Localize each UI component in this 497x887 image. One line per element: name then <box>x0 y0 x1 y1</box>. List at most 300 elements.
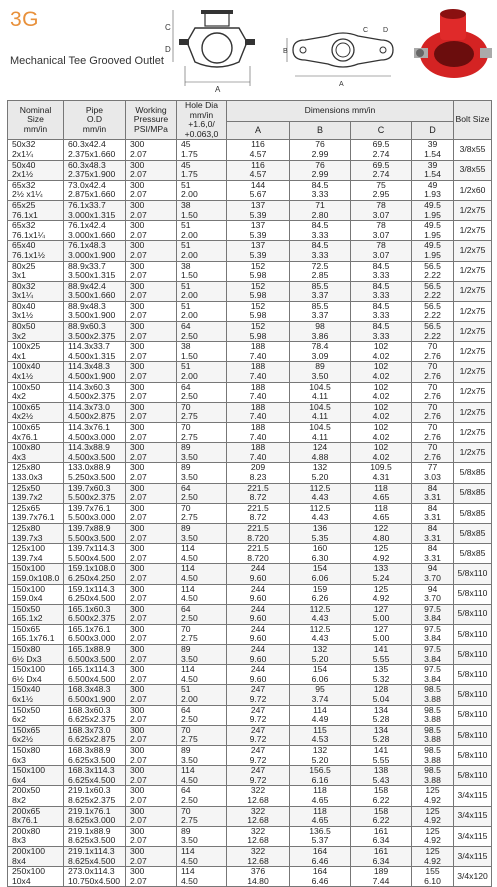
dim-a-cell: 247 9.72 <box>227 685 290 705</box>
pressure-cell: 300 2.07 <box>126 443 177 463</box>
dim-c-cell: 69.5 2.74 <box>351 140 412 160</box>
table-row <box>8 503 492 523</box>
table-row <box>8 705 492 725</box>
top-body <box>293 33 393 67</box>
dim-d-cell: 98.5 3.88 <box>412 685 454 705</box>
dim-b-cell: 84.5 3.33 <box>290 221 351 241</box>
dim-a-cell: 152 5.98 <box>227 281 290 301</box>
dim-c-cell: 125 4.92 <box>351 544 412 564</box>
bolt-size-cell: 5/8x110 <box>454 584 492 604</box>
nominal-size-cell: 150x50 6x2 <box>8 705 64 725</box>
pipe-od-cell: 165.1x76.1 6.500x3.000 <box>64 624 126 644</box>
dim-c-cell: 78 3.07 <box>351 221 412 241</box>
dim-b-cell: 84.5 3.33 <box>290 241 351 261</box>
table-row <box>8 624 492 644</box>
dim-c-cell: 128 5.04 <box>351 685 412 705</box>
nominal-size-cell: 125x100 139.7x4 <box>8 544 64 564</box>
spec-table-body <box>8 140 492 887</box>
pipe-od-cell: 168.3x48.3 6.500x1.900 <box>64 685 126 705</box>
dim-a-cell: 137 5.39 <box>227 221 290 241</box>
dim-c-cell: 127 5.00 <box>351 624 412 644</box>
dim-b-cell: 85.5 3.37 <box>290 281 351 301</box>
dim-d-cell: 98.5 3.88 <box>412 705 454 725</box>
hole-dia-cell: 51 2.00 <box>177 301 227 321</box>
nominal-size-cell: 80x50 3x2 <box>8 322 64 342</box>
dim-a-cell: 244 9.60 <box>227 604 290 624</box>
dim-d-cell: 70 2.76 <box>412 443 454 463</box>
right-bolt <box>245 39 255 45</box>
product-title: Mechanical Tee Grooved Outlet <box>10 55 164 67</box>
dim-b-cell: 154 6.06 <box>290 665 351 685</box>
dim-b-cell: 136.5 5.37 <box>290 826 351 846</box>
hole-dia-cell: 51 2.00 <box>177 685 227 705</box>
bolt-size-cell: 1/2x75 <box>454 362 492 382</box>
bolt-size-cell: 5/8x110 <box>454 624 492 644</box>
pressure-cell: 300 2.07 <box>126 665 177 685</box>
table-row <box>8 261 492 281</box>
pressure-cell: 300 2.07 <box>126 301 177 321</box>
dim-d-cell: 70 2.76 <box>412 362 454 382</box>
bolt-size-cell: 1/2x75 <box>454 261 492 281</box>
dim-c-cell: 102 4.02 <box>351 382 412 402</box>
dim-a-cell: 244 9.60 <box>227 665 290 685</box>
dim-d-cell: 56.5 2.22 <box>412 281 454 301</box>
bolt-size-cell: 3/4x115 <box>454 826 492 846</box>
col-dim-c: C <box>351 121 412 140</box>
pipe-od-cell: 76.1x33.7 3.000x1.315 <box>64 200 126 220</box>
pressure-cell: 300 2.07 <box>126 584 177 604</box>
table-row <box>8 806 492 826</box>
pressure-cell: 300 2.07 <box>126 382 177 402</box>
bolt-size-cell: 1/2x75 <box>454 281 492 301</box>
dim-b-cell: 112.5 4.43 <box>290 624 351 644</box>
dim-a-cell: 152 5.98 <box>227 261 290 281</box>
pressure-cell: 300 2.07 <box>126 604 177 624</box>
dim-d-cell: 94 3.70 <box>412 564 454 584</box>
nominal-size-cell: 65x25 76.1x1 <box>8 200 64 220</box>
nominal-size-cell: 100x65 4x2½ <box>8 402 64 422</box>
dim-c-cell: 158 6.22 <box>351 786 412 806</box>
table-row <box>8 826 492 846</box>
col-hole-dia: Hole Dia mm/in +1.6,0/ +0.063,0 <box>177 101 227 140</box>
hole-dia-cell: 51 2.00 <box>177 221 227 241</box>
photo-bolt-right <box>480 48 492 58</box>
dim-b-cell: 164 6.46 <box>290 846 351 866</box>
dim-b-cell: 124 4.88 <box>290 443 351 463</box>
pressure-cell: 300 2.07 <box>126 806 177 826</box>
dim-a-cell: 322 12.68 <box>227 806 290 826</box>
dim-c-cell: 84.5 3.33 <box>351 301 412 321</box>
col-dimensions: Dimensions mm/in <box>227 101 454 122</box>
pipe-od-cell: 139.7x114.3 5.500x4.500 <box>64 544 126 564</box>
pressure-cell: 300 2.07 <box>126 786 177 806</box>
bolt-size-cell: 5/8x85 <box>454 463 492 483</box>
hole-dia-cell: 38 1.50 <box>177 200 227 220</box>
dim-b-cell: 112.5 4.43 <box>290 483 351 503</box>
col-pipe-od: Pipe O.D mm/in <box>64 101 126 140</box>
bolt-size-cell: 5/8x85 <box>454 544 492 564</box>
pipe-od-cell: 219.1x114.3 8.625x4.500 <box>64 846 126 866</box>
dim-c-cell: 75 2.95 <box>351 180 412 200</box>
pressure-cell: 300 2.07 <box>126 645 177 665</box>
pressure-cell: 300 2.07 <box>126 160 177 180</box>
pipe-od-cell: 76.1x48.3 3.000x1.900 <box>64 241 126 261</box>
dim-b-cell: 76 2.99 <box>290 140 351 160</box>
dim-b-cell: 104.5 4.11 <box>290 402 351 422</box>
dim-d-cell: 84 3.31 <box>412 544 454 564</box>
dim-d-cell: 70 2.76 <box>412 423 454 443</box>
table-row <box>8 140 492 160</box>
pipe-od-cell: 165.1x88.9 6.500x3.500 <box>64 645 126 665</box>
pipe-od-cell: 168.3x73.0 6.625x2.875 <box>64 725 126 745</box>
nominal-size-cell: 150x40 6x1½ <box>8 685 64 705</box>
spec-table <box>7 100 492 887</box>
pressure-cell: 300 2.07 <box>126 322 177 342</box>
pipe-od-cell: 88.9x48.3 3.500x1.900 <box>64 301 126 321</box>
dim-b-cell: 118 4.65 <box>290 786 351 806</box>
dim-b-cell: 112.5 4.43 <box>290 503 351 523</box>
dim-c-cell: 135 5.32 <box>351 665 412 685</box>
nominal-size-cell: 200x80 8x3 <box>8 826 64 846</box>
table-row <box>8 160 492 180</box>
bolt-size-cell: 5/8x110 <box>454 665 492 685</box>
pipe-od-cell: 114.3x48.3 4.500x1.900 <box>64 362 126 382</box>
table-row <box>8 604 492 624</box>
dim-c-cell: 122 4.80 <box>351 523 412 543</box>
nominal-size-cell: 65x32 76.1x1¼ <box>8 221 64 241</box>
dim-b-cell: 132 5.20 <box>290 746 351 766</box>
dim-a-cell: 188 7.40 <box>227 342 290 362</box>
table-row <box>8 221 492 241</box>
table-row <box>8 200 492 220</box>
nominal-size-cell: 150x50 165.1x2 <box>8 604 64 624</box>
dim-b-cell: 72.5 2.85 <box>290 261 351 281</box>
hole-dia-cell: 114 4.50 <box>177 665 227 685</box>
dim-a-cell: 137 5.39 <box>227 200 290 220</box>
spec-table-container <box>7 100 491 887</box>
pipe-od-cell: 114.3x60.3 4.500x2.375 <box>64 382 126 402</box>
dim-label-b: B <box>283 48 288 55</box>
pipe-od-cell: 73.0x42.4 2.875x1.660 <box>64 180 126 200</box>
bolt-size-cell: 1/2x60 <box>454 180 492 200</box>
dim-a-cell: 376 14.80 <box>227 867 290 887</box>
pipe-od-cell: 114.3x33.7 4.500x1.315 <box>64 342 126 362</box>
hole-dia-cell: 89 3.50 <box>177 826 227 846</box>
table-row <box>8 867 492 887</box>
pressure-cell: 300 2.07 <box>126 140 177 160</box>
hole-dia-cell: 38 1.50 <box>177 261 227 281</box>
hole-dia-cell: 51 2.00 <box>177 281 227 301</box>
hole-dia-cell: 89 3.50 <box>177 645 227 665</box>
hole-dia-cell: 45 1.75 <box>177 160 227 180</box>
bolt-size-cell: 3/8x55 <box>454 160 492 180</box>
dim-label-c2: C <box>363 27 369 34</box>
nominal-size-cell: 150x100 159.0x108.0 <box>8 564 64 584</box>
dim-b-cell: 164 6.46 <box>290 867 351 887</box>
saddle-body <box>187 28 247 67</box>
hole-dia-cell: 114 4.50 <box>177 544 227 564</box>
bolt-size-cell: 5/8x85 <box>454 483 492 503</box>
dim-c-cell: 134 5.28 <box>351 725 412 745</box>
col-dim-d: D <box>412 121 454 140</box>
pressure-cell: 300 2.07 <box>126 261 177 281</box>
pipe-od-cell: 139.7x60.3 5.500x2.375 <box>64 483 126 503</box>
nominal-size-cell: 100x65 4x76.1 <box>8 423 64 443</box>
dim-b-cell: 95 3.74 <box>290 685 351 705</box>
table-row <box>8 685 492 705</box>
table-row <box>8 483 492 503</box>
bolt-size-cell: 3/8x55 <box>454 140 492 160</box>
pipe-od-cell: 60.3x42.4 2.375x1.660 <box>64 140 126 160</box>
dim-b-cell: 154 6.06 <box>290 564 351 584</box>
pipe-od-cell: 168.3x60.3 6.625x2.375 <box>64 705 126 725</box>
pipe-od-cell: 114.3x76.1 4.500x3.000 <box>64 423 126 443</box>
table-row <box>8 342 492 362</box>
bolt-size-cell: 5/8x85 <box>454 523 492 543</box>
table-row <box>8 746 492 766</box>
table-row <box>8 523 492 543</box>
bolt-size-cell: 5/8x110 <box>454 746 492 766</box>
nominal-size-cell: 150x100 6½ Dx4 <box>8 665 64 685</box>
nominal-size-cell: 50x32 2x1¼ <box>8 140 64 160</box>
hole-dia-cell: 114 4.50 <box>177 867 227 887</box>
dim-label-a2: A <box>339 81 344 88</box>
pressure-cell: 300 2.07 <box>126 826 177 846</box>
dim-c-cell: 102 4.02 <box>351 443 412 463</box>
bolt-size-cell: 5/8x85 <box>454 503 492 523</box>
pipe-od-cell: 114.3x73.0 4.500x2.875 <box>64 402 126 422</box>
dim-c-cell: 141 5.55 <box>351 645 412 665</box>
pipe-od-cell: 88.9x33.7 3.500x1.315 <box>64 261 126 281</box>
dim-d-cell: 70 2.76 <box>412 342 454 362</box>
pressure-cell: 300 2.07 <box>126 463 177 483</box>
dim-label-d2: D <box>383 27 389 34</box>
bolt-size-cell: 1/2x75 <box>454 382 492 402</box>
dim-a-cell: 244 9.60 <box>227 564 290 584</box>
nominal-size-cell: 125x65 139.7x76.1 <box>8 503 64 523</box>
dim-d-cell: 39 1.54 <box>412 140 454 160</box>
nominal-size-cell: 80x40 3x1½ <box>8 301 64 321</box>
hole-dia-cell: 89 3.50 <box>177 746 227 766</box>
hole-dia-cell: 51 2.00 <box>177 241 227 261</box>
header <box>0 0 497 96</box>
dim-b-cell: 78.4 3.09 <box>290 342 351 362</box>
left-bolt <box>179 39 189 45</box>
product-photo <box>410 4 494 90</box>
bolt-size-cell: 5/8x110 <box>454 705 492 725</box>
pressure-cell: 300 2.07 <box>126 685 177 705</box>
pipe-bore <box>202 33 232 63</box>
dim-b-cell: 84.5 3.33 <box>290 180 351 200</box>
pressure-cell: 300 2.07 <box>126 725 177 745</box>
hole-dia-cell: 114 4.50 <box>177 846 227 866</box>
pressure-cell: 300 2.07 <box>126 846 177 866</box>
dim-a-cell: 209 8.23 <box>227 463 290 483</box>
dim-c-cell: 161 6.34 <box>351 826 412 846</box>
dim-d-cell: 84 3.31 <box>412 483 454 503</box>
pressure-cell: 300 2.07 <box>126 362 177 382</box>
nominal-size-cell: 150x65 6x2½ <box>8 725 64 745</box>
dim-d-cell: 49.5 1.95 <box>412 221 454 241</box>
hole-dia-cell: 51 2.00 <box>177 180 227 200</box>
dim-a-cell: 247 9.72 <box>227 705 290 725</box>
pressure-cell: 300 2.07 <box>126 200 177 220</box>
nominal-size-cell: 150x100 159.0x4 <box>8 584 64 604</box>
pipe-od-cell: 168.3x114.3 6.625x4.500 <box>64 766 126 786</box>
pipe-od-cell: 88.9x42.4 3.500x1.660 <box>64 281 126 301</box>
bolt-size-cell: 5/8x110 <box>454 564 492 584</box>
hole-dia-cell: 70 2.75 <box>177 624 227 644</box>
dim-a-cell: 144 5.67 <box>227 180 290 200</box>
table-row <box>8 402 492 422</box>
pipe-od-cell: 165.1x60.3 6.500x2.375 <box>64 604 126 624</box>
dim-b-cell: 118 4.65 <box>290 806 351 826</box>
hole-dia-cell: 64 2.50 <box>177 604 227 624</box>
nominal-size-cell: 65x32 2½ x1¼ <box>8 180 64 200</box>
dim-c-cell: 138 5.43 <box>351 766 412 786</box>
dim-a-cell: 188 7.40 <box>227 382 290 402</box>
bolt-size-cell: 3/4x115 <box>454 786 492 806</box>
dim-a-cell: 244 9.60 <box>227 645 290 665</box>
hole-dia-cell: 70 2.75 <box>177 725 227 745</box>
dim-b-cell: 132 5.20 <box>290 645 351 665</box>
dim-d-cell: 98.5 3.88 <box>412 746 454 766</box>
dim-a-cell: 137 5.39 <box>227 241 290 261</box>
top-view-drawing <box>283 20 403 88</box>
pipe-od-cell: 114.3x88.9 4.500x3.500 <box>64 443 126 463</box>
pressure-cell: 300 2.07 <box>126 523 177 543</box>
dim-b-cell: 160 6.30 <box>290 544 351 564</box>
pressure-cell: 300 2.07 <box>126 483 177 503</box>
bolt-size-cell: 5/8x110 <box>454 685 492 705</box>
nominal-size-cell: 100x50 4x2 <box>8 382 64 402</box>
nominal-size-cell: 150x65 165.1x76.1 <box>8 624 64 644</box>
table-row <box>8 382 492 402</box>
bolt-size-cell: 1/2x75 <box>454 423 492 443</box>
dim-d-cell: 155 6.10 <box>412 867 454 887</box>
dim-d-cell: 97.5 3.84 <box>412 645 454 665</box>
hole-dia-cell: 70 2.75 <box>177 423 227 443</box>
nominal-size-cell: 80x32 3x1¼ <box>8 281 64 301</box>
pressure-cell: 300 2.07 <box>126 564 177 584</box>
nominal-size-cell: 125x50 139.7x2 <box>8 483 64 503</box>
dim-d-cell: 39 1.54 <box>412 160 454 180</box>
pressure-cell: 300 2.07 <box>126 423 177 443</box>
pressure-cell: 300 2.07 <box>126 766 177 786</box>
dim-d-cell: 125 4.92 <box>412 826 454 846</box>
table-row <box>8 544 492 564</box>
dim-a-cell: 322 12.68 <box>227 826 290 846</box>
bolt-size-cell: 1/2x75 <box>454 322 492 342</box>
table-row <box>8 463 492 483</box>
dim-d-cell: 98.5 3.88 <box>412 725 454 745</box>
pipe-od-cell: 60.3x48.3 2.375x1.900 <box>64 160 126 180</box>
outlet-neck <box>205 12 229 26</box>
pressure-cell: 300 2.07 <box>126 746 177 766</box>
dim-b-cell: 136 5.35 <box>290 523 351 543</box>
dim-c-cell: 84.5 3.33 <box>351 261 412 281</box>
nominal-size-cell: 150x100 6x4 <box>8 766 64 786</box>
hole-dia-cell: 114 4.50 <box>177 766 227 786</box>
dim-a-cell: 116 4.57 <box>227 140 290 160</box>
dim-c-cell: 189 7.44 <box>351 867 412 887</box>
dim-b-cell: 71 2.80 <box>290 200 351 220</box>
hole-dia-cell: 64 2.50 <box>177 322 227 342</box>
bolt-size-cell: 5/8x110 <box>454 725 492 745</box>
dim-a-cell: 188 7.40 <box>227 423 290 443</box>
dim-a-cell: 244 9.60 <box>227 584 290 604</box>
table-row <box>8 241 492 261</box>
bolt-size-cell: 1/2x75 <box>454 402 492 422</box>
bolt-size-cell: 3/4x120 <box>454 867 492 887</box>
nominal-size-cell: 200x65 8x76.1 <box>8 806 64 826</box>
dim-c-cell: 78 3.07 <box>351 241 412 261</box>
dim-c-cell: 84.5 3.33 <box>351 322 412 342</box>
dim-label-a: A <box>215 85 221 94</box>
dim-a-cell: 244 9.60 <box>227 624 290 644</box>
dim-a-cell: 152 5.98 <box>227 301 290 321</box>
pipe-od-cell: 139.7x88.9 5.500x3.500 <box>64 523 126 543</box>
dim-b-cell: 98 3.86 <box>290 322 351 342</box>
top-left-bolt-hole <box>300 47 306 53</box>
dim-d-cell: 98.5 3.88 <box>412 766 454 786</box>
pipe-od-cell: 139.7x76.1 5.500x3.000 <box>64 503 126 523</box>
col-bolt-size: Bolt Size <box>454 101 492 140</box>
hole-dia-cell: 45 1.75 <box>177 140 227 160</box>
dim-d-cell: 125 4.92 <box>412 846 454 866</box>
nominal-size-cell: 125x80 133.0x3 <box>8 463 64 483</box>
dim-d-cell: 125 4.92 <box>412 786 454 806</box>
table-row <box>8 584 492 604</box>
dim-c-cell: 109.5 4.31 <box>351 463 412 483</box>
dim-d-cell: 49.5 1.95 <box>412 241 454 261</box>
col-dim-b: B <box>290 121 351 140</box>
nominal-size-cell: 150x80 6x3 <box>8 746 64 766</box>
dim-d-cell: 49.5 1.95 <box>412 200 454 220</box>
pressure-cell: 300 2.07 <box>126 221 177 241</box>
dim-b-cell: 115 4.53 <box>290 725 351 745</box>
dim-a-cell: 247 9.72 <box>227 746 290 766</box>
hole-dia-cell: 114 4.50 <box>177 564 227 584</box>
dim-d-cell: 94 3.70 <box>412 584 454 604</box>
dim-d-cell: 56.5 2.22 <box>412 322 454 342</box>
bolt-size-cell: 3/4x115 <box>454 846 492 866</box>
dim-c-cell: 141 5.55 <box>351 746 412 766</box>
dim-b-cell: 104.5 4.11 <box>290 423 351 443</box>
table-row <box>8 423 492 443</box>
hole-dia-cell: 70 2.75 <box>177 402 227 422</box>
pipe-od-cell: 219.1x60.3 8.625x2.375 <box>64 786 126 806</box>
pipe-od-cell: 88.9x60.3 3.500x2.375 <box>64 322 126 342</box>
pipe-od-cell: 168.3x88.9 6.625x3.500 <box>64 746 126 766</box>
dim-a-cell: 152 5.98 <box>227 322 290 342</box>
dim-c-cell: 118 4.65 <box>351 483 412 503</box>
nominal-size-cell: 125x80 139.7x3 <box>8 523 64 543</box>
dim-a-cell: 322 12.68 <box>227 786 290 806</box>
pressure-cell: 300 2.07 <box>126 281 177 301</box>
bolt-size-cell: 5/8x110 <box>454 766 492 786</box>
dim-d-cell: 56.5 2.22 <box>412 301 454 321</box>
hole-dia-cell: 89 3.50 <box>177 443 227 463</box>
col-nominal-size: Nominal Size mm/in <box>8 101 64 140</box>
bolt-size-cell: 1/2x75 <box>454 200 492 220</box>
pressure-cell: 300 2.07 <box>126 544 177 564</box>
pressure-cell: 300 2.07 <box>126 342 177 362</box>
pipe-od-cell: 159.1x108.0 6.250x4.250 <box>64 564 126 584</box>
pipe-od-cell: 273.0x114.3 10.750x4.500 <box>64 867 126 887</box>
bolt-size-cell: 1/2x75 <box>454 241 492 261</box>
dim-c-cell: 133 5.24 <box>351 564 412 584</box>
